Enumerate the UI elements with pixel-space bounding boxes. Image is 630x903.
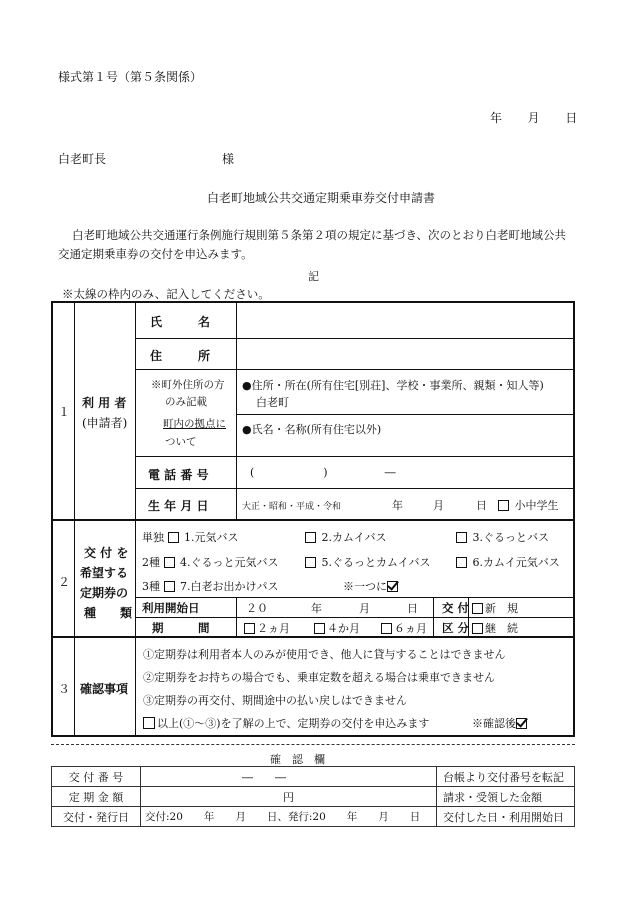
confirm-row-note: 台帳より交付番号を転記 <box>437 767 575 787</box>
row-three-head: 3種 <box>142 580 160 593</box>
confirm-row-value[interactable]: 交付:20 年 月 日、発行:20 年 月 日 <box>141 807 437 827</box>
student-checkbox-box[interactable] <box>498 500 509 511</box>
phone-dash: ― <box>384 466 396 479</box>
confirm-table <box>51 766 575 827</box>
name-label: 氏 名 <box>150 315 211 329</box>
confirm-row-value[interactable]: ― ― <box>141 767 437 787</box>
opt4-checkbox[interactable] <box>164 557 175 568</box>
birth-eras[interactable]: 大正・昭和・平成・令和 <box>242 502 342 512</box>
intro-text-line2: 交通定期乗車券の交付を申込みます。 <box>58 247 253 261</box>
period-6[interactable] <box>381 620 427 636</box>
start-month: 月 <box>359 602 370 615</box>
confirm-item-1: ①定期券は利用者本人のみが使用でき、他人に貸与することはできません <box>143 648 506 661</box>
section2-label-2: 希望する <box>80 566 129 580</box>
issue-new[interactable] <box>472 600 518 616</box>
confirm-section-title: 確 認 欄 <box>270 753 325 766</box>
opt2-label: 2.カムイバス <box>321 531 387 544</box>
row-single <box>142 529 239 545</box>
date-year-label: 年 <box>490 111 503 125</box>
period-4[interactable] <box>314 620 360 636</box>
confirm-row <box>52 767 575 787</box>
form-title: 白老町地域公共交通定期乗車券交付申請書 <box>207 191 436 205</box>
period-2-checkbox[interactable] <box>244 623 255 634</box>
issue-label-1: 交 付 <box>442 601 470 615</box>
student-label: 小中学生 <box>514 499 559 512</box>
confirm-row-label: 交付・発行日 <box>52 807 141 827</box>
row-two-head: 2種 <box>142 556 160 569</box>
section1-label: 利 用 者 <box>82 396 127 410</box>
confirm-after <box>472 715 529 731</box>
opt1-checkbox[interactable] <box>168 532 179 543</box>
ki-label: 記 <box>308 270 319 283</box>
period-6-label: ６ヵ月 <box>394 622 427 635</box>
opt6-checkbox[interactable] <box>456 557 467 568</box>
outside-note-3: 町内の拠点に <box>163 418 226 430</box>
period-2[interactable] <box>244 620 290 636</box>
opt7-checkbox[interactable] <box>164 581 175 592</box>
phone-label: 電 話 番 号 <box>148 468 209 482</box>
base-option-name[interactable]: ●氏名・名称(所有住宅以外) <box>242 423 382 436</box>
period-4-checkbox[interactable] <box>314 623 325 634</box>
start-day: 日 <box>407 602 418 615</box>
issue-new-checkbox[interactable] <box>472 603 483 614</box>
checkmark-icon <box>516 718 527 729</box>
outside-note-1: ※町外住所の方 <box>151 379 225 391</box>
opt2-checkbox[interactable] <box>305 532 316 543</box>
issue-label-2: 区 分 <box>442 621 470 635</box>
birth-year: 年 <box>392 499 403 512</box>
confirm-row <box>52 787 575 807</box>
addressee-honorific: 様 <box>222 152 235 166</box>
confirm-row <box>52 807 575 827</box>
agree-checkbox-box[interactable] <box>143 717 155 729</box>
opt4-label: 4.ぐるっと元気バス <box>180 556 279 569</box>
confirm-row-note: 交付した日・利用開始日 <box>437 807 575 827</box>
phone-field[interactable] <box>250 466 396 479</box>
period-2-label: ２ヵ月 <box>257 622 290 635</box>
student-checkbox[interactable] <box>498 497 559 513</box>
row-two <box>142 554 279 570</box>
section1-sublabel: (申請者) <box>82 416 128 430</box>
start-date-field[interactable] <box>246 600 418 616</box>
address-label: 住 所 <box>150 349 211 363</box>
birth-label: 生 年 月 日 <box>148 499 209 513</box>
section2-label-4: 種 類 <box>84 606 133 620</box>
checkmark-icon <box>387 581 398 592</box>
opt3-checkbox[interactable] <box>456 532 467 543</box>
opt5-label: 5.ぐるっとカムイバス <box>321 556 431 569</box>
phone-paren-open: ( <box>250 466 255 479</box>
issue-new-label: 新 規 <box>485 602 518 615</box>
agree-checkbox[interactable] <box>143 715 429 731</box>
confirm-after-text: ※確認後 <box>472 717 516 730</box>
opt3[interactable] <box>456 529 549 545</box>
agree-label: 以上(①～③)を了解の上で、定期券の交付を申込みます <box>157 717 430 730</box>
birth-day: 日 <box>476 499 487 512</box>
choose-one-note <box>343 578 400 594</box>
confirm-row-note: 請求・受領した金額 <box>437 787 575 807</box>
row-single-head: 単独 <box>142 531 164 544</box>
date-month-label: 月 <box>527 111 540 125</box>
address-field[interactable] <box>238 340 573 368</box>
section3-label: 確認事項 <box>80 682 129 696</box>
start-label: 利用開始日 <box>142 601 200 615</box>
confirm-row-value[interactable]: 円 <box>141 787 437 807</box>
outside-note-2: のみ記載 <box>165 396 207 408</box>
intro-text-line1: 白老町地域公共交通運行条例施行規則第５条第２項の規定に基づき、次のとおり白老町地域公共 <box>72 228 567 242</box>
opt6-label: 6.カムイ元気バス <box>472 556 560 569</box>
opt2[interactable] <box>305 529 387 545</box>
opt1-label: 1.元気バス <box>184 531 239 544</box>
base-option-town: 白老町 <box>256 396 289 409</box>
addressee-title: 白老町長 <box>58 152 107 166</box>
start-year: 年 <box>311 602 322 615</box>
row-three <box>142 578 279 594</box>
date-line[interactable] <box>490 109 577 126</box>
confirm-item-2: ②定期券をお持ちの場合でも、乗車定数を超える場合は乗車できません <box>143 671 495 684</box>
phone-paren-close: ) <box>323 466 328 479</box>
section1-number: １ <box>58 405 71 419</box>
section2-label-1: 交 付 を <box>84 546 129 560</box>
issue-cont-label: 継 続 <box>485 622 518 635</box>
note-text: ※太線の枠内のみ、記入してください。 <box>62 287 270 301</box>
dashed-separator <box>51 744 575 745</box>
confirm-row-label: 定 期 金 額 <box>52 787 141 807</box>
opt7-label: 7.白老お出かけパス <box>180 580 279 593</box>
form-number: 様式第１号（第５条関係） <box>58 70 203 84</box>
outside-note-4: ついて <box>165 436 197 448</box>
opt5[interactable] <box>305 554 431 570</box>
section2-label-3: 定期券の <box>80 586 129 600</box>
opt6[interactable] <box>456 554 560 570</box>
date-day-label: 日 <box>565 111 578 125</box>
confirm-row-label: 交 付 番 号 <box>52 767 141 787</box>
section3-number: ３ <box>58 682 71 696</box>
name-field[interactable] <box>238 303 573 337</box>
start-era: ２０ <box>246 602 268 615</box>
birth-month: 月 <box>433 499 444 512</box>
period-label: 期 間 <box>152 621 210 635</box>
opt3-label: 3.ぐるっとバス <box>472 531 549 544</box>
confirm-item-3: ③定期券の再交付、期間途中の払い戻しはできません <box>143 694 407 707</box>
base-option-residence[interactable]: ●住所・所在(所有住宅[別荘]、学校・事業所、親類・知人等) <box>242 379 544 392</box>
choose-one-text: ※一つに <box>343 580 387 593</box>
opt5-checkbox[interactable] <box>305 557 316 568</box>
period-4-label: ４か月 <box>327 622 360 635</box>
section2-number: ２ <box>58 575 71 589</box>
issue-cont-checkbox[interactable] <box>472 623 483 634</box>
issue-cont[interactable] <box>472 620 518 636</box>
period-6-checkbox[interactable] <box>381 623 392 634</box>
